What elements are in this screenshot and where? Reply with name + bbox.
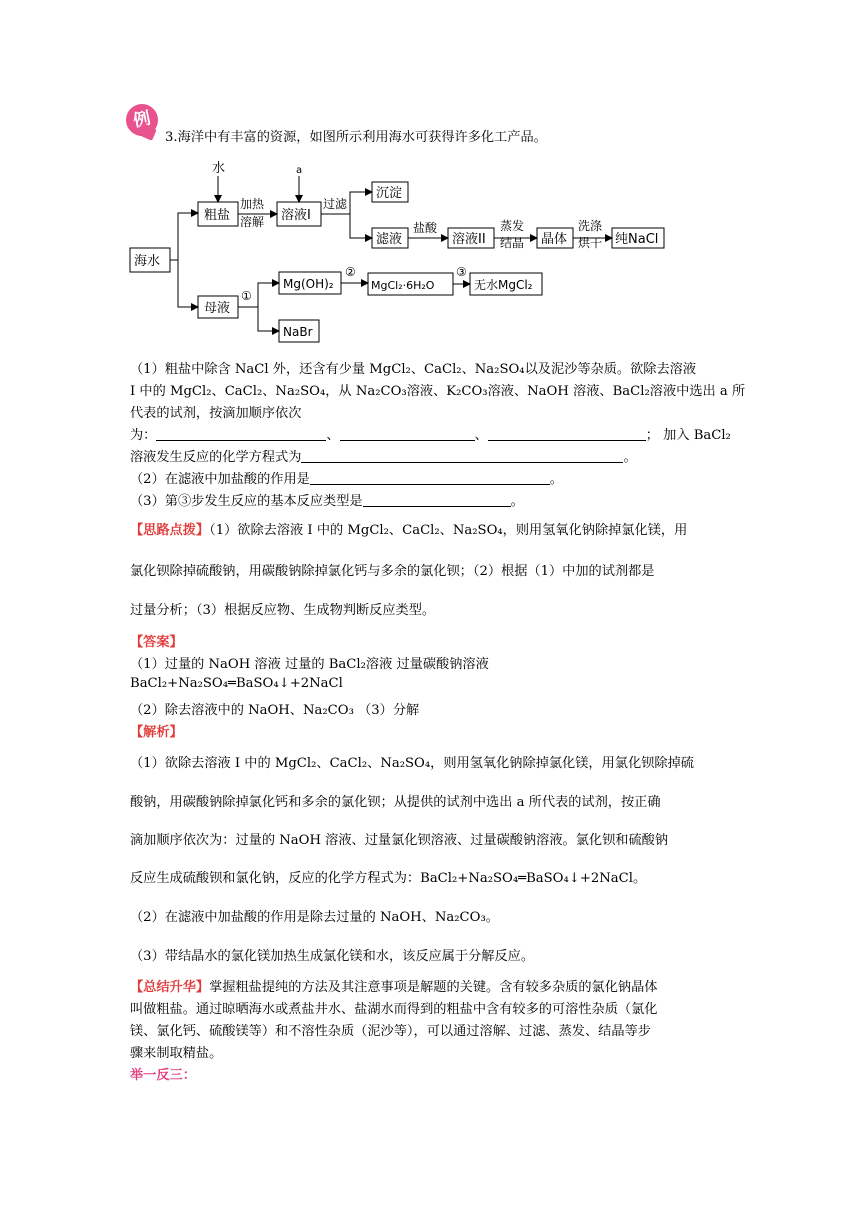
reagent-a-label: a [296,165,303,176]
seawater-box: 海水 [134,254,161,269]
precipitate-box: 沉淀 [376,186,403,201]
answer-line2: BaCl₂+Na₂SO₄═BaSO₄↓+2NaCl [130,676,343,691]
hint-label: 【思路点拨】 [130,523,210,538]
mother-liquor-box: 母液 [204,301,231,316]
hint-line3: 过量分析；（3）根据反应物、生成物判断反应类型。 [130,603,436,618]
step3-label: ③ [456,265,467,279]
answer-blank-1[interactable] [156,428,326,441]
crystallize-label: 结晶 [500,236,525,250]
question-title: 3.海洋中有丰富的资源，如图所示利用海水可获得许多化工产品。 [165,130,547,145]
crystal-box: 晶体 [541,232,568,247]
q1-line5: 溶液发生反应的化学方程式为 。 [130,450,637,465]
filter-label: 过滤 [323,197,348,211]
wash-label: 洗涤 [578,219,603,233]
q3-text: （3）第③步发生反应的基本反应类型是 [130,494,363,509]
step1-label: ① [241,289,252,303]
evaporate-label: 蒸发 [500,219,525,233]
pure-nacl-box: 纯NaCl [615,232,659,247]
hint-line1 [130,519,687,538]
followup-label: 举一反三： [130,1068,196,1083]
answer-blank-6[interactable] [363,494,511,507]
summary-line1 [130,976,658,995]
heat-label: 加热 [240,197,265,211]
flow-diagram [0,0,860,350]
summary-label: 【总结升华】 [130,980,210,995]
dry-label: 烘干 [578,236,603,250]
answer-blank-2[interactable] [340,428,475,441]
step2-label: ② [345,265,356,279]
solution1-box: 溶液I [281,208,311,223]
q1-line4: 为： 、 、 ； 加入 BaCl₂ [130,428,731,443]
crude-salt-box: 粗盐 [204,208,231,223]
answer-blank-4[interactable] [301,450,623,463]
solution2-box: 溶液II [452,232,486,247]
example-badge: 例 [123,101,161,139]
hint-line2: 氯化钡除掉硫酸钠，用碳酸钠除掉氯化钙与多余的氯化钡；（2）根据（1）中加的试剂都是 [130,564,655,579]
answer-blank-5[interactable] [310,472,550,485]
analysis-line6: （3）带结晶水的氯化镁加热生成氯化镁和水，该反应属于分解反应。 [130,949,535,964]
answer-line3: （2）除去溶液中的 NaOH、Na₂CO₃ （3）分解 [130,703,420,718]
mgoh2-box: Mg(OH)₂ [283,277,334,291]
q1-line4-prefix: 为： [130,428,157,443]
analysis-label: 【解析】 [130,725,183,740]
q2-line: （2）在滤液中加盐酸的作用是 。 [130,472,564,487]
summary-text-1: 掌握粗盐提纯的方法及其注意事项是解题的关键。含有较多杂质的氯化钠晶体 [209,980,658,995]
analysis-line5: （2）在滤液中加盐酸的作用是除去过量的 NaOH、Na₂CO₃。 [130,910,499,925]
analysis-line2: 酸钠，用碳酸钠除掉氯化钙和多余的氯化钡；从提供的试剂中选出 a 所代表的试剂，按正确 [130,795,661,810]
filtrate-box: 滤液 [376,232,403,247]
q3-line: （3）第③步发生反应的基本反应类型是 。 [130,494,524,509]
mgcl2-hydrate-box: MgCl₂·6H₂O [371,279,435,292]
answer-blank-3[interactable] [488,428,646,441]
nabr-box: NaBr [283,325,313,339]
anhydrous-mgcl2-box: 无水MgCl₂ [474,278,533,292]
hcl-label: 盐酸 [413,221,438,235]
dissolve-label: 溶解 [240,215,265,229]
q1-line3: 代表的试剂，按滴加顺序依次 [130,406,302,421]
q1-line2: I 中的 MgCl₂、CaCl₂、Na₂SO₄，从 Na₂CO₃溶液、K₂CO₃溶液、NaOH 溶液、BaCl₂溶液中选出 a 所 [130,384,746,399]
analysis-line3: 滴加顺序依次为：过量的 NaOH 溶液、过量氯化钡溶液、过量碳酸钠溶液。氯化钡和硫酸钠 [130,833,669,848]
answer-label: 【答案】 [130,635,183,650]
analysis-line4: 反应生成硫酸钡和氯化钠，反应的化学方程式为：BaCl₂+Na₂SO₄═BaSO₄↓+2NaCl。 [130,871,647,886]
q1-line4-suffix: ； 加入 BaCl₂ [645,428,731,443]
summary-line4: 骤来制取精盐。 [130,1046,223,1061]
summary-line3: 镁、氯化钙、硫酸镁等）和不溶性杂质（泥沙等），可以通过溶解、过滤、蒸发、结晶等步 [130,1024,651,1039]
q1-line1: （1）粗盐中除含 NaCl 外，还含有少量 MgCl₂、CaCl₂、Na₂SO₄以及泥沙等杂质。欲除去溶液 [130,362,697,377]
q2-text: （2）在滤液中加盐酸的作用是 [130,472,310,487]
hint-text-1: （1）欲除去溶液 I 中的 MgCl₂、CaCl₂、Na₂SO₄，则用氢氧化钠除掉氯化镁，用 [209,523,688,538]
q1-line5-text: 溶液发生反应的化学方程式为 [130,450,302,465]
summary-line2: 叫做粗盐。通过晾晒海水或煮盐井水、盐湖水而得到的粗盐中含有较多的可溶性杂质（氯化 [130,1002,658,1017]
answer-line1: （1）过量的 NaOH 溶液 过量的 BaCl₂溶液 过量碳酸钠溶液 [130,657,489,672]
analysis-line1: （1）欲除去溶液 I 中的 MgCl₂、CaCl₂、Na₂SO₄，则用氢氧化钠除掉氯化镁，用氯化钡除掉硫 [130,756,694,771]
water-label: 水 [212,161,226,176]
